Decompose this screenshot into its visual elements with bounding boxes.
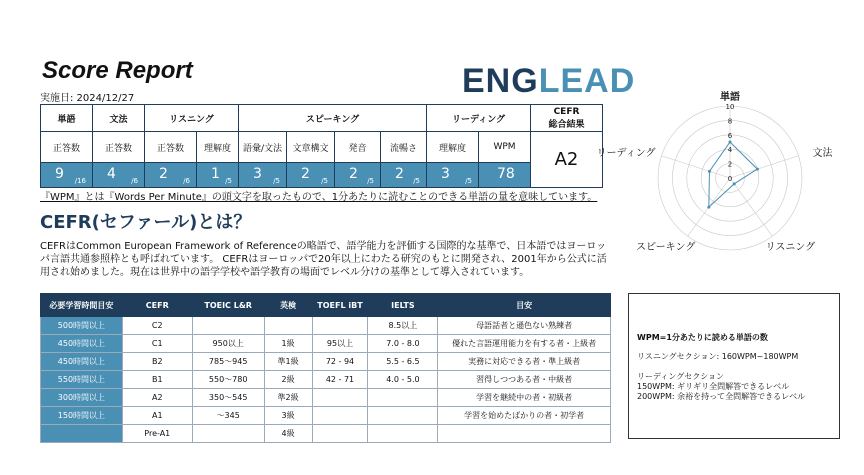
sub-header: WPM — [479, 132, 531, 163]
table-cell — [368, 389, 438, 407]
table-cell — [312, 425, 368, 443]
col-header: 必要学習時間目安 — [41, 294, 123, 317]
radar-point — [708, 170, 711, 173]
logo-part-eng: ENG — [462, 62, 539, 100]
cefr-table — [40, 293, 611, 443]
score-cell — [287, 163, 335, 188]
table-cell — [438, 425, 611, 443]
table-cell — [368, 425, 438, 443]
radar-tick-label: 2 — [727, 160, 733, 169]
table-cell: 4.0 - 5.0 — [368, 371, 438, 389]
score-max: /6 — [131, 177, 138, 185]
table-cell — [264, 317, 312, 335]
score-cell — [197, 163, 239, 188]
table-cell: 準2級 — [264, 389, 312, 407]
sub-header: 正答数 — [145, 132, 197, 163]
sub-header: 流暢さ — [381, 132, 427, 163]
cefr-paragraph: CEFRはCommon European Framework of Referenceの略語で、語学能力を評価する国際的な基準で、日本語ではヨーロッパ言語共通参照枠とも呼ばれています。 CEFRはヨーロッパで20年以上にわたる研究のもとに開発され、2001年から公式に活用され始めました。現在は世界中の語学学校や語学教育の場面でレベル分けの基準として導入されています。 — [40, 241, 607, 278]
table-cell: 300時間以上 — [41, 389, 123, 407]
table-cell — [192, 317, 264, 335]
table-cell — [312, 389, 368, 407]
table-cell: 450時間以上 — [41, 335, 123, 353]
section-grammar: 文法 — [93, 105, 145, 132]
table-cell: 実務に対応できる者・準上級者 — [438, 353, 611, 371]
table-cell: Pre-A1 — [122, 425, 192, 443]
table-cell — [368, 407, 438, 425]
table-cell: 母語話者と遜色ない熟練者 — [438, 317, 611, 335]
radar-axis-label: リーディング — [596, 147, 656, 159]
score-cell — [145, 163, 197, 188]
col-header: TOEFL iBT — [312, 294, 368, 317]
page-title: Score Report — [42, 57, 193, 84]
table-cell — [312, 317, 368, 335]
score-value: 9 — [55, 166, 64, 182]
wpm-box-line: リスニングセクション: 160WPM~180WPM — [637, 352, 799, 361]
score-cell — [427, 163, 479, 188]
score-value: 3 — [441, 166, 450, 182]
table-cell: 950以上 — [192, 335, 264, 353]
score-cell — [239, 163, 287, 188]
table-cell: 550～780 — [192, 371, 264, 389]
wpm-info-box — [628, 293, 840, 439]
section-listening: リスニング — [145, 105, 239, 132]
score-cell — [479, 163, 531, 188]
table-cell: 5.5 - 6.5 — [368, 353, 438, 371]
table-cell: B2 — [122, 353, 192, 371]
logo-part-lead: LEAD — [538, 62, 636, 100]
table-cell — [192, 425, 264, 443]
table-cell: 習得しつつある者・中級者 — [438, 371, 611, 389]
col-header: IELTS — [368, 294, 438, 317]
table-cell: 準1級 — [264, 353, 312, 371]
table-cell: 学習を継続中の者・初級者 — [438, 389, 611, 407]
wpm-box-line: 200WPM: 余裕を持って全問解答できるレベル — [637, 392, 806, 401]
col-header: TOEIC L&R — [192, 294, 264, 317]
radar-point — [729, 141, 732, 144]
wpm-box-line: 150WPM: ギリギリ全問解答できるレベル — [637, 382, 790, 391]
sub-header: 正答数 — [41, 132, 93, 163]
sub-header: 正答数 — [93, 132, 145, 163]
table-cell: B1 — [122, 371, 192, 389]
score-max: /5 — [465, 177, 472, 185]
section-speaking: スピーキング — [239, 105, 427, 132]
radar-tick-label: 8 — [727, 117, 733, 126]
englead-logo — [462, 62, 635, 101]
score-cell — [93, 163, 145, 188]
table-cell: 72 - 94 — [312, 353, 368, 371]
table-cell: 2級 — [264, 371, 312, 389]
table-cell — [41, 425, 123, 443]
score-value: 2 — [159, 166, 168, 182]
table-cell: ～345 — [192, 407, 264, 425]
sub-header: 理解度 — [427, 132, 479, 163]
table-row — [41, 353, 611, 371]
score-value: 1 — [211, 166, 220, 182]
table-cell: 550時間以上 — [41, 371, 123, 389]
table-row — [41, 389, 611, 407]
table-cell: C1 — [122, 335, 192, 353]
sub-header: 発音 — [335, 132, 381, 163]
score-max: /5 — [225, 177, 232, 185]
table-cell: 150時間以上 — [41, 407, 123, 425]
score-max: /5 — [413, 177, 420, 185]
table-cell: C2 — [122, 317, 192, 335]
table-cell: 95以上 — [312, 335, 368, 353]
table-row — [41, 371, 611, 389]
table-cell: 350～545 — [192, 389, 264, 407]
col-header: 英検 — [264, 294, 312, 317]
radar-axis-label: リスニング — [765, 242, 816, 254]
radar-point — [733, 182, 736, 185]
radar-tick-label: 0 — [727, 175, 733, 183]
sub-header: 文章構文 — [287, 132, 335, 163]
wpm-note: 『WPM』とは『Words Per Minute』の頭文字を取ったもので、1分あたりに読むことのできる単語の量を意味しています。 — [40, 192, 598, 203]
sub-header: 語彙/文法 — [239, 132, 287, 163]
table-cell: A1 — [122, 407, 192, 425]
score-value: 2 — [301, 166, 310, 182]
score-value: 3 — [253, 166, 262, 182]
table-row — [41, 335, 611, 353]
score-table — [40, 104, 603, 188]
wpm-box-heading: WPM=1分あたりに読める単語の数 — [637, 333, 768, 342]
score-value: 2 — [395, 166, 404, 182]
section-cefr: CEFR 総合結果 — [531, 105, 603, 132]
radar-spoke — [730, 178, 772, 236]
table-cell: 学習を始めたばかりの者・初学者 — [438, 407, 611, 425]
cefr-heading: CEFR(セファール)とは？ — [40, 212, 252, 233]
score-cell — [41, 163, 93, 188]
table-cell: 優れた言語運用能力を有する者・上級者 — [438, 335, 611, 353]
table-cell: 500時間以上 — [41, 317, 123, 335]
table-cell: 3級 — [264, 407, 312, 425]
table-cell: A2 — [122, 389, 192, 407]
table-cell: 8.5以上 — [368, 317, 438, 335]
radar-tick-label: 10 — [725, 103, 735, 111]
radar-spoke — [727, 156, 798, 178]
score-cell — [381, 163, 427, 188]
col-header: CEFR — [122, 294, 192, 317]
sub-header: 理解度 — [197, 132, 239, 163]
table-cell: 785～945 — [192, 353, 264, 371]
table-row — [41, 425, 611, 443]
radar-axis-label: スピーキング — [636, 242, 696, 254]
table-cell: 7.0 - 8.0 — [368, 335, 438, 353]
score-value: 2 — [349, 166, 358, 182]
wpm-box-line: リーディングセクション — [637, 372, 725, 381]
table-cell: 1級 — [264, 335, 312, 353]
score-max: /6 — [183, 177, 190, 185]
radar-tick-label: 6 — [727, 131, 733, 140]
score-max: /5 — [273, 177, 280, 185]
score-max: /5 — [321, 177, 328, 185]
radar-tick-label: 4 — [727, 146, 733, 155]
table-cell — [312, 407, 368, 425]
radar-point — [707, 206, 710, 209]
test-date: 実施日: 2024/12/27 — [40, 93, 135, 104]
radar-axis-label: 単語 — [720, 92, 740, 103]
table-row — [41, 317, 611, 335]
score-value: 4 — [107, 166, 116, 182]
cefr-result: A2 — [531, 132, 603, 188]
radar-spoke — [662, 156, 733, 178]
table-cell: 450時間以上 — [41, 353, 123, 371]
radar-point — [756, 168, 759, 171]
score-max: /16 — [74, 177, 86, 185]
section-reading: リーディング — [427, 105, 531, 132]
score-cell — [335, 163, 381, 188]
col-header: 目安 — [438, 294, 611, 317]
section-vocab: 単語 — [41, 105, 93, 132]
table-row — [41, 407, 611, 425]
score-value: 78 — [497, 166, 515, 182]
score-max: /5 — [367, 177, 374, 185]
table-cell: 42 - 71 — [312, 371, 368, 389]
radar-chart — [596, 88, 840, 278]
table-cell: 4級 — [264, 425, 312, 443]
radar-axis-label: 文法 — [812, 147, 833, 159]
